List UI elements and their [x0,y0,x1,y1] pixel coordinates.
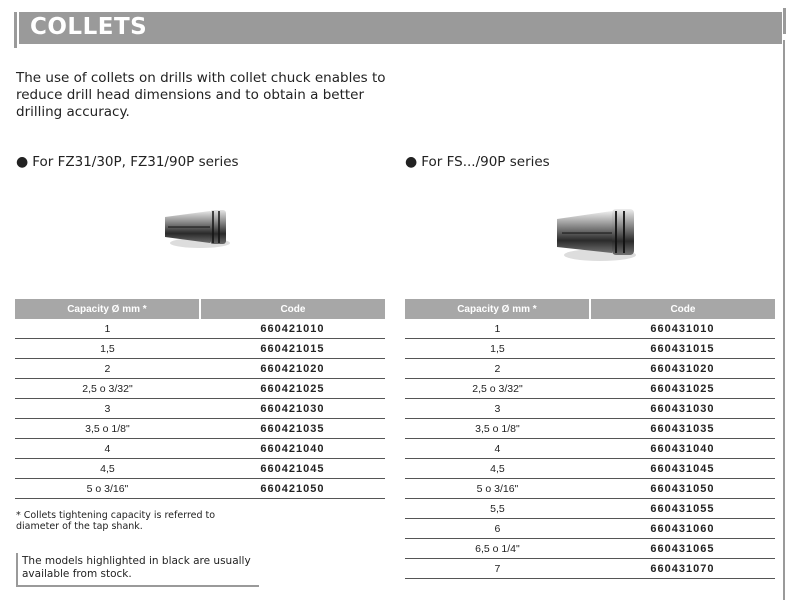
code-cell: 660421030 [200,399,385,419]
table-row [15,479,385,499]
frame-right-rule [783,40,785,600]
left-series-text: For FZ31/30P, FZ31/90P series [32,154,239,170]
code-cell: 660431055 [590,499,775,519]
table-row [405,379,775,399]
capacity-cell: 3 [405,399,590,419]
table-row [15,359,385,379]
capacity-cell: 6 [405,519,590,539]
capacity-cell: 3,5 o 1/8" [15,419,200,439]
table-row [15,399,385,419]
code-cell: 660421010 [200,319,385,339]
left-series-label [16,154,239,170]
collet-large-image [552,205,642,265]
table-row [405,359,775,379]
table-row [405,559,775,579]
table-row [405,439,775,459]
capacity-cell: 3 [15,399,200,419]
code-cell: 660431045 [590,459,775,479]
code-cell: 660421015 [200,339,385,359]
intro-text: The use of collets on drills with collet chuck enables to reduce drill head dimensions and to obtain a better drilling accuracy. [16,70,386,120]
table-row [405,419,775,439]
table-row [405,499,775,519]
capacity-cell: 1,5 [15,339,200,359]
bullet-icon: ● [405,154,418,170]
page-title: COLLETS [30,14,148,40]
code-cell: 660431010 [590,319,775,339]
collet-small-image [160,205,235,253]
code-cell: 660431050 [590,479,775,499]
table-row [15,339,385,359]
capacity-cell: 5,5 [405,499,590,519]
table-row [405,319,775,339]
capacity-cell: 4,5 [15,459,200,479]
code-cell: 660431015 [590,339,775,359]
table-row [15,379,385,399]
header-left-rule [14,12,17,48]
table-row [405,339,775,359]
left-col-capacity: Capacity Ø mm * [15,299,200,319]
header-right-rule [783,8,786,34]
right-series-label [405,154,550,170]
code-cell: 660421040 [200,439,385,459]
code-cell: 660421035 [200,419,385,439]
stock-note-box [16,553,259,587]
table-row [15,439,385,459]
capacity-cell: 5 o 3/16" [405,479,590,499]
right-table [405,299,775,579]
capacity-cell: 1 [405,319,590,339]
code-cell: 660421020 [200,359,385,379]
table-row [405,459,775,479]
left-col-code: Code [200,299,385,319]
capacity-cell: 2 [405,359,590,379]
right-series-text: For FS.../90P series [421,154,550,170]
code-cell: 660421050 [200,479,385,499]
capacity-cell: 2,5 o 3/32" [405,379,590,399]
table-row [405,519,775,539]
code-cell: 660431025 [590,379,775,399]
left-table [15,299,385,499]
table-row [405,399,775,419]
capacity-cell: 2,5 o 3/32" [15,379,200,399]
code-cell: 660431065 [590,539,775,559]
table-row [15,419,385,439]
capacity-cell: 4,5 [405,459,590,479]
code-cell: 660421045 [200,459,385,479]
capacity-cell: 3,5 o 1/8" [405,419,590,439]
note-left-rule [16,553,18,587]
footnote: * Collets tightening capacity is referred to diameter of the tap shank. [16,510,216,532]
bullet-icon: ● [16,154,29,170]
note-bottom-rule [16,585,259,587]
code-cell: 660431060 [590,519,775,539]
table-row [15,319,385,339]
right-col-code: Code [590,299,775,319]
page-header [14,8,786,50]
table-row [405,479,775,499]
code-cell: 660431070 [590,559,775,579]
capacity-cell: 6,5 o 1/4" [405,539,590,559]
capacity-cell: 2 [15,359,200,379]
code-cell: 660431035 [590,419,775,439]
capacity-cell: 4 [405,439,590,459]
code-cell: 660431040 [590,439,775,459]
code-cell: 660431020 [590,359,775,379]
table-row [15,459,385,479]
capacity-cell: 1 [15,319,200,339]
capacity-cell: 1,5 [405,339,590,359]
table-row [405,539,775,559]
right-col-capacity: Capacity Ø mm * [405,299,590,319]
capacity-cell: 5 o 3/16" [15,479,200,499]
code-cell: 660421025 [200,379,385,399]
stock-note: The models highlighted in black are usually available from stock. [22,555,251,580]
capacity-cell: 7 [405,559,590,579]
capacity-cell: 4 [15,439,200,459]
code-cell: 660431030 [590,399,775,419]
